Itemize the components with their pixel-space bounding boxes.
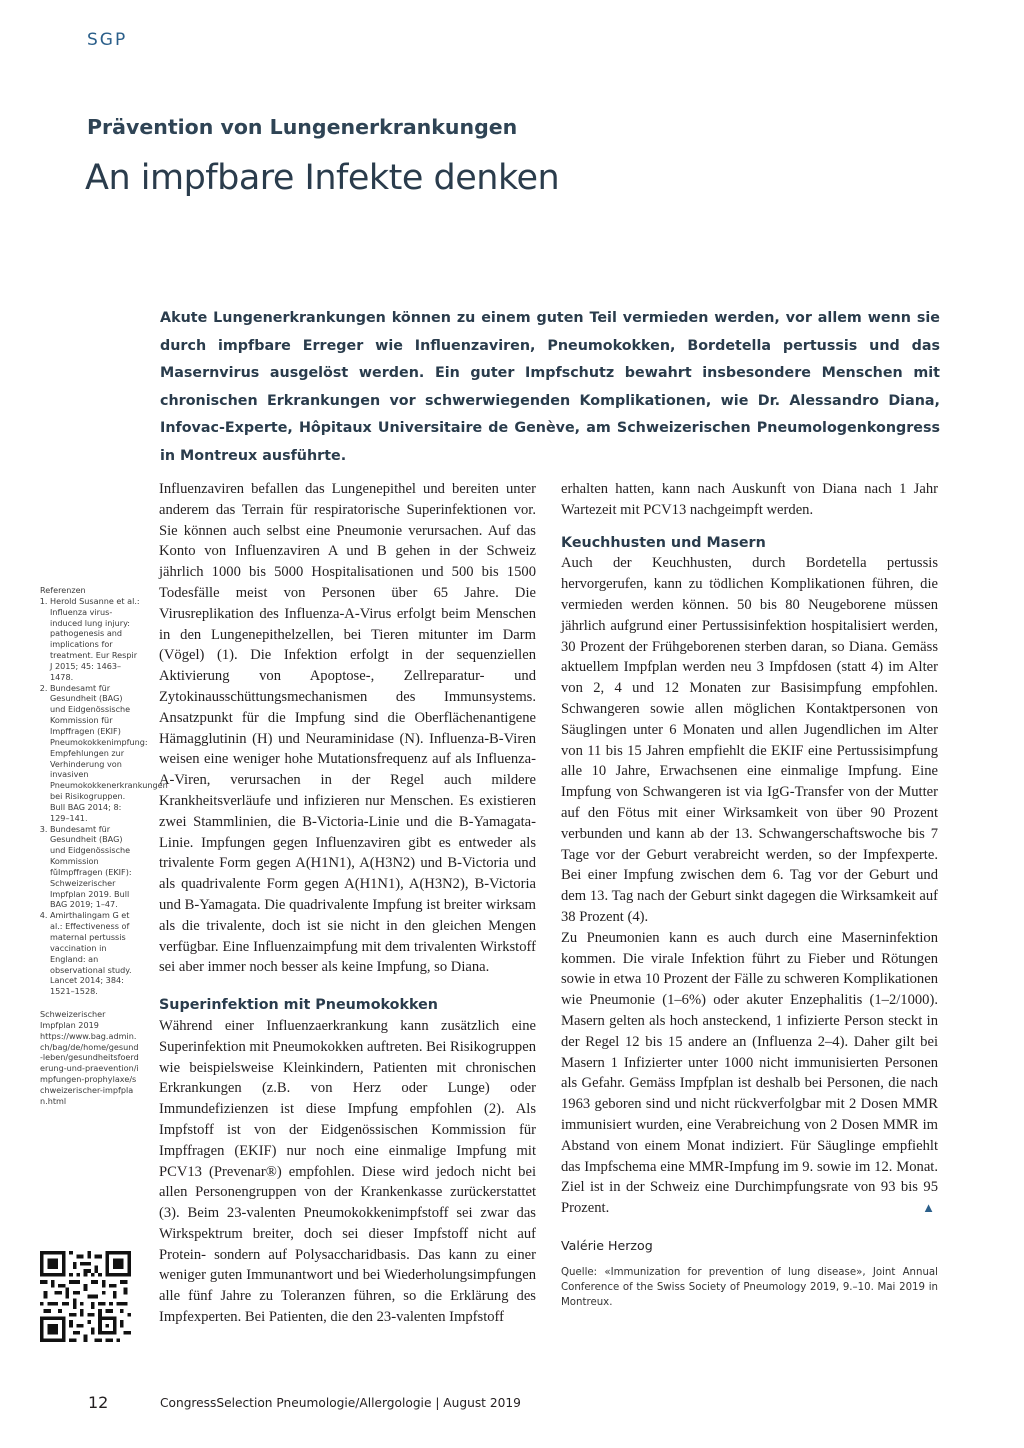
heading-superinfektion: Superinfektion mit Pneumokokken xyxy=(159,997,438,1014)
reference-item: 3. Bundesamt für Gesundheit (BAG) und Eidgenössische Kommission fu̇̈Impffragen (EKIF): Schweizerischer Impfplan 2019. Bull BAG 2019; 1–47. xyxy=(50,824,140,911)
references-list xyxy=(40,595,168,997)
paragraph-keuchhusten: Auch der Keuchhusten, durch Bordetella pertussis hervorgerufen, kann zu tödlichen Komplikationen führen, die vermieden werden können. 50 bis 80 Neugeborene müssen jährlich aufgrund einer Pertussisinfektion hospitalisiert werden, 30 Prozent der Frühgeborenen sterben daran, so Diana. Gemäss aktuellem Impfplan werden neu 3 Impfdosen (statt 4) im Alter von 2, 4 und 12 Monaten zur Basisimpfung empfohlen. Schwangeren sowie allen möglichen Kontaktpersonen von Säuglingen unter 6 Monaten und allen Jugendlichen im Alter von 11 bis 15 Jahren empfiehlt die EKIF eine Pertussisimpfung alle 10 Jahre, Erwachsenen eine einmalige Impfung. Eine Impfung von Schwangeren ist via IgG-Transfer von der Mutter auf den Fötus mit einer Wirksamkeit von über 90 Prozent verbunden und kann ab der 13. Schwangerschaftswoche bis 7 Tage vor der Geburt verabreicht werden, so der Impfexperte. Bei einer Impfung zwischen dem 6. Tag vor der Geburt und dem 13. Tag nach der Geburt sinkt dagegen die Wirksamkeit auf 38 Prozent (4). xyxy=(561,555,938,925)
paragraph-continuation: erhalten hatten, kann nach Auskunft von Diana nach 1 Jahr Wartezeit mit PCV13 nachgeimpft werden. xyxy=(561,481,938,518)
reference-item: 1. Herold Susanne et al.: Influenza virus-induced lung injury: pathogenesis and implications for treatment. Eur Respir J 2015; 45: 1463–1478. xyxy=(50,596,140,683)
journal-footer: CongressSelection Pneumologie/Allergologie | August 2019 xyxy=(160,1396,521,1410)
body-column-right xyxy=(561,479,938,1310)
impfplan-title: Schweizerischer Impfplan 2019 xyxy=(40,1009,106,1030)
sidebar-references xyxy=(40,585,168,1107)
reference-item: 4. Amirthalingam G et al.: Effectiveness of maternal pertussis vaccination in England: an observational study. Lancet 2014; 384: 1521–1528. xyxy=(50,910,140,997)
heading-keuchhusten: Keuchhusten und Masern xyxy=(561,534,766,551)
references-title: Referenzen xyxy=(40,585,86,595)
paragraph-influenza: Influenzaviren befallen das Lungenepithel und bereiten unter anderem das Terrain für respiratorische Superinfektionen vor. Sie können auch selbst eine Pneumonie verursachen. Auf das Konto von Influenzaviren A und B gehen in der Schweiz jährlich 1000 bis 5000 Hospitalisationen und 500 bis 1500 Todesfälle meist von Personen über 65 Jahre. Die Virusreplikation des Influenza-A-Virus erfolgt beim Menschen in den Lungenepithelzellen, bei Tieren mitunter im Darm (Vögel) (1). Die Infektion erfolgt in der sequenziellen Aktivierung von Apoptose-, Zellreparatur- und Zytokinausschüttungsmechanismen des Immunsystems. Ansatzpunkt für die Impfung sind die Oberflächenantigene Hämagglutinin (H) und Neuraminidase (N). Influenza-B-Viren weisen eine weniger hohe Mutationsfrequenz auf als Influenza-A-Viren, verursachen in der Regel auch mildere Krankheitsverläufe und infizieren nur Menschen. Es existieren zwei Stammlinien, die B-Victoria-Linie und die B-Yamagata-Linie. Impfungen gegen Influenzaviren gibt es entweder als trivalente Form gegen A(H1N1), A(H3N2) und B-Victoria und als quadrivalente Form gegen A(H1N1), A(H3N2), B-Victoria und B-Yamagata. Die quadrivalente Impfung ist breiter wirksam als die trivalente, doch ist sie nicht in den gleichen Mengen verfügbar. Eine Influenzaimpfung mit dem trivalenten Wirkstoff sei aber immer noch besser als keine Impfung, so Diana. xyxy=(159,481,536,976)
impfplan-link[interactable]: https://www.bag.admin.ch/bag/de/home/gesund-leben/gesundheitsfoerderung-und-praevention/impfungen-prophylaxe/schweizerischer-impfplan.html xyxy=(40,1030,139,1106)
end-mark-icon: ▲ xyxy=(922,1200,935,1216)
section-tag: SGP xyxy=(87,30,128,50)
paragraph-pneumokokken: Während einer Influenzaerkrankung kann zusätzlich eine Superinfektion mit Pneumokokken auftreten. Bei Risikogruppen wie beispielsweise Kleinkindern, Patienten mit chronischen Erkrankungen (z.B. von Herz oder Lunge) oder Immundefizienzen ist diese Impfung empfohlen (2). Als Impfstoff ist von der Eidgenössischen Kommission für Impffragen (EKIF) nur noch eine einmalige Impfung mit PCV13 (Prevenar®) empfohlen. Diese wird jedoch nicht bei allen Personengruppen von der Krankenkasse zurückerstattet (3). Beim 23-valenten Pneumokokkenimpfstoff sei zwar das Wirkspektrum breiter, doch sei dieser Impfstoff nicht auf Protein- sondern auf Polysaccharidbasis. Das kann zu einer weniger guten Immunantwort und bei Wiederholungsimpfungen alle fünf Jahre zu Toleranzen führen, so die Erklärung des Impfexperten. Bei Patienten, die den 23-valenten Impfstoff xyxy=(159,1017,536,1326)
paragraph-masern-text: Zu Pneumonien kann es auch durch eine Maserninfektion kommen. Die virale Infektion führt zu Fieber und Rötungen sowie in etwa 10 Prozent der Fälle zu schweren Komplikationen wie Pneumonie (1–6%) oder akuter Enzephalitis (1–2/1000). Masern gelten als hoch ansteckend, 1 infizierte Person steckt in der Regel 12 bis 15 andere an (Influenza 2–4). Daher gilt bei Masern 1 Infizierter unter 1000 nicht immunisierten Personen als Gefahr. Gemäss Impfplan ist deshalb bei Personen, die nach 1963 geboren sind und nicht rückverfolgbar mit 2 Dosen MMR immunisiert wurden, eine Verabreichung von 2 Dosen MMR im Abstand von einem Monat indiziert. Für Säuglinge empfiehlt das Impfschema eine MMR-Impfung im 9. sowie im 12. Monat. Ziel ist in der Schweiz eine Durchimpfungsrate von 93 bis 95 Prozent. xyxy=(561,929,938,1217)
article-lead: Akute Lungenerkrankungen können zu einem guten Teil vermieden werden, vor allem wenn sie durch impfbare Erreger wie Influenzaviren, Pneumokokken, Bordetella pertussis und das Masernvirus ausgelöst werden. Ein guter Impfschutz bewahrt insbesondere Menschen mit chronischen Erkrankungen vor schwerwiegenden Komplikationen, wie Dr. Alessandro Diana, Infovac-Experte, Hôpitaux Universitaire de Genève, am Schweizerischen Pneumologenkongress in Montreux ausführte. xyxy=(160,310,940,464)
article-headline: An impfbare Infekte denken xyxy=(85,158,560,198)
reference-item: 2. Bundesamt für Gesundheit (BAG) und Eidgenössische Kommission für Impffragen (EKIF) Pneumokokkenimpfung: Empfehlungen zur Verhinderung von invasiven Pneumokokkenerkrankungen bei Risikogruppen. Bull BAG 2014; 8: 129–141. xyxy=(50,683,140,824)
page-number: 12 xyxy=(88,1393,109,1412)
source-note: Quelle: «Immunization for prevention of lung disease», Joint Annual Conference of the Swiss Society of Pneumology 2019, 9.–10. Mai 2019 in Montreux. xyxy=(561,1266,938,1309)
article-kicker: Prävention von Lungenerkrankungen xyxy=(87,115,518,139)
paragraph-masern xyxy=(561,928,938,1219)
qr-code-icon[interactable] xyxy=(40,1251,131,1342)
author-name: Valérie Herzog xyxy=(561,1237,653,1253)
body-column-left xyxy=(159,479,536,1328)
